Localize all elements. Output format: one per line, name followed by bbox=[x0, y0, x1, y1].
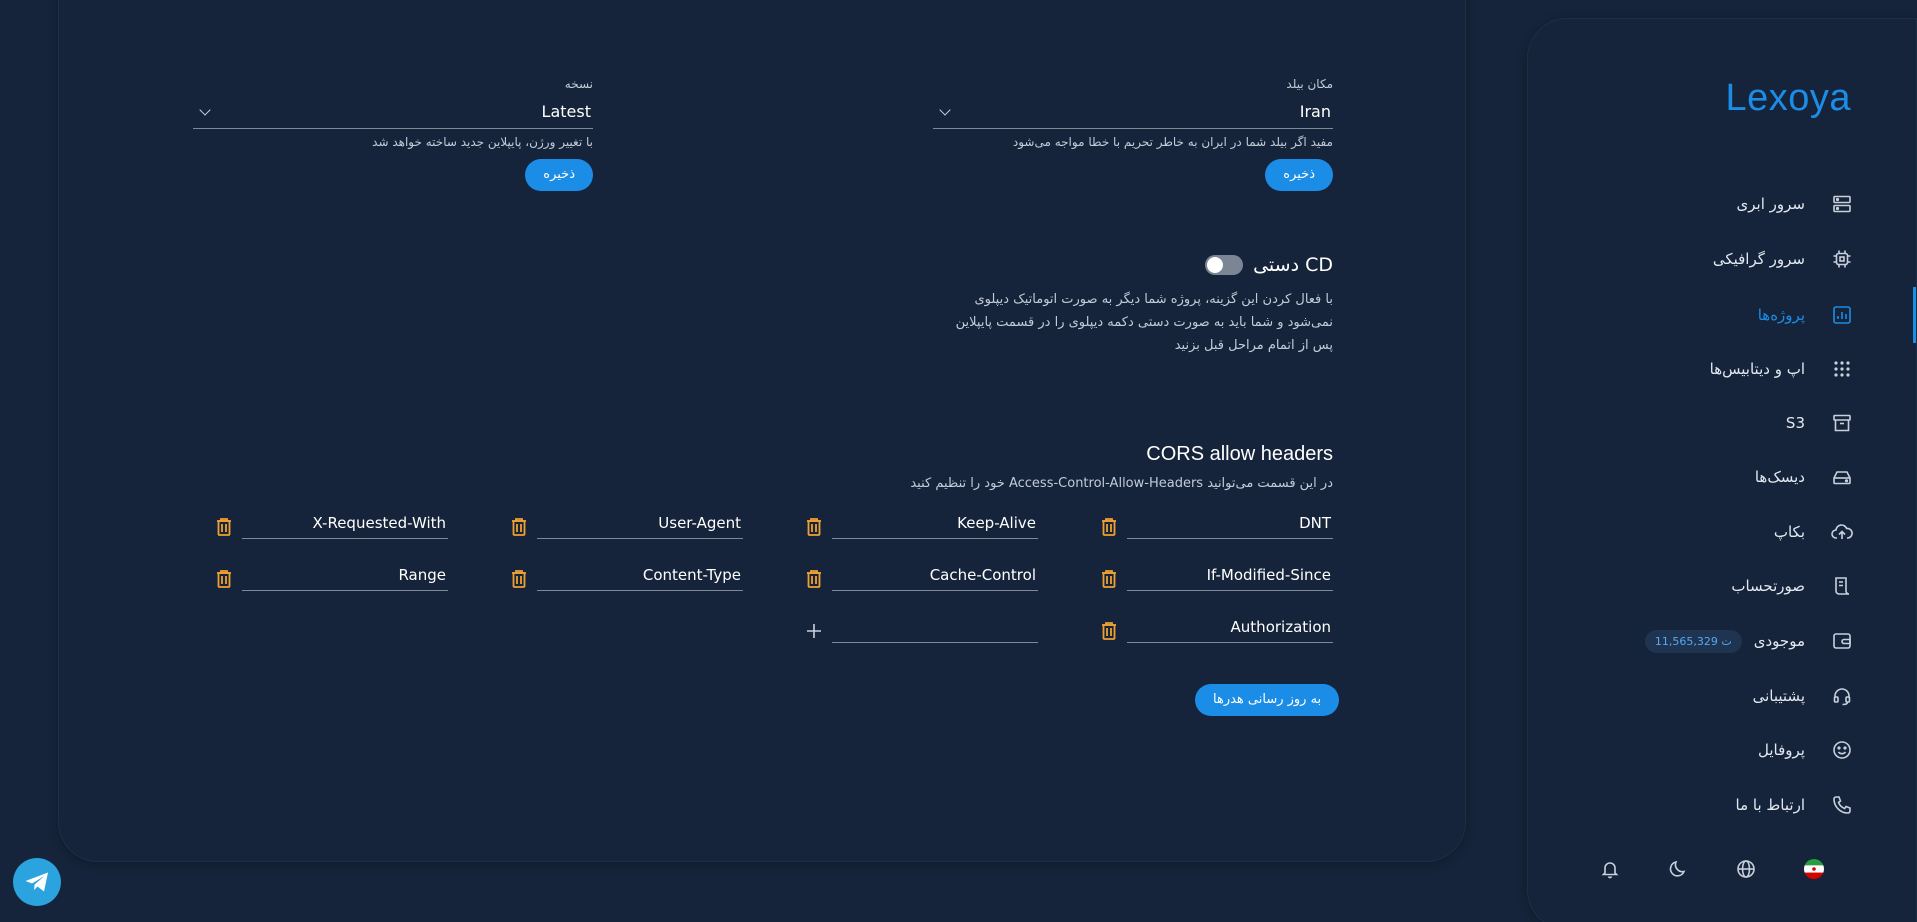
trash-icon[interactable] bbox=[214, 516, 234, 538]
cors-section bbox=[733, 443, 1333, 491]
phone-icon bbox=[1831, 794, 1853, 816]
sidebar-item-label: پشتیبانی bbox=[1752, 687, 1805, 705]
wallet-icon bbox=[1831, 630, 1853, 652]
sidebar-item-label: S3 bbox=[1785, 414, 1805, 432]
save-build-location-button[interactable]: ذخیره bbox=[1265, 159, 1333, 191]
cloud-upload-icon bbox=[1831, 521, 1853, 543]
trash-icon[interactable] bbox=[804, 568, 824, 590]
save-version-button[interactable]: ذخیره bbox=[525, 159, 593, 191]
sidebar-item-projects[interactable] bbox=[1528, 295, 1917, 335]
sidebar-item-balance[interactable] bbox=[1528, 621, 1917, 661]
manual-cd-toggle[interactable] bbox=[1205, 255, 1243, 275]
sidebar-item-invoices[interactable] bbox=[1528, 566, 1917, 606]
sidebar bbox=[1527, 18, 1917, 922]
cors-subtitle: در این قسمت می‌توانید Access-Control-Allow-Headers خود را تنظیم کنید bbox=[910, 476, 1333, 491]
manual-cd-description-line: با فعال کردن این گزینه، پروژه شما دیگر به صورت اتوماتیک دیپلوی bbox=[974, 292, 1333, 307]
sidebar-bottom-bar bbox=[1598, 857, 1826, 881]
version-hint: با تغییر ورژن، پایپلاین جدید ساخته خواهد شد bbox=[372, 135, 593, 149]
sidebar-item-label: موجودی bbox=[1753, 632, 1805, 650]
sidebar-item-cloud-server[interactable] bbox=[1528, 184, 1917, 224]
sidebar-item-profile[interactable] bbox=[1528, 730, 1917, 770]
sidebar-item-label: سرور ابری bbox=[1736, 195, 1805, 213]
header-input[interactable]: User-Agent bbox=[537, 509, 743, 539]
manual-cd-section bbox=[893, 254, 1333, 357]
server-icon bbox=[1831, 193, 1853, 215]
sidebar-item-gpu-server[interactable] bbox=[1528, 239, 1917, 279]
update-headers-button[interactable]: به روز رسانی هدرها bbox=[1195, 684, 1339, 716]
trash-icon[interactable] bbox=[1099, 516, 1119, 538]
telegram-button[interactable] bbox=[13, 858, 61, 906]
sidebar-item-disks[interactable] bbox=[1528, 457, 1917, 497]
version-label: نسخه bbox=[564, 77, 593, 91]
sidebar-item-label: بکاپ bbox=[1773, 523, 1805, 541]
sidebar-item-label: ارتباط با ما bbox=[1735, 796, 1805, 814]
project-settings-card bbox=[58, 0, 1466, 862]
logo[interactable]: Lexoya bbox=[1725, 77, 1851, 119]
sidebar-item-label: صورتحساب bbox=[1731, 577, 1805, 595]
sidebar-item-label: پروژه‌ها bbox=[1757, 306, 1805, 324]
trash-icon[interactable] bbox=[1099, 620, 1119, 642]
new-header-input[interactable] bbox=[832, 613, 1038, 643]
chip-icon bbox=[1831, 248, 1853, 270]
build-location-select[interactable] bbox=[933, 95, 1333, 129]
trash-icon[interactable] bbox=[804, 516, 824, 538]
manual-cd-description-line: پس از اتمام مراحل قبل بزنید bbox=[1174, 338, 1333, 353]
sidebar-item-backup[interactable] bbox=[1528, 512, 1917, 552]
grid-icon bbox=[1831, 358, 1853, 380]
manual-cd-description-line: نمی‌شود و شما باید به صورت دستی دکمه دیپلوی را در قسمت پایپلاین bbox=[955, 315, 1333, 330]
header-input[interactable]: Content-Type bbox=[537, 561, 743, 591]
build-location-hint: مفید اگر بیلد شما در ایران به خاطر تحریم با خطا مواجه می‌شود bbox=[1012, 135, 1333, 149]
chevron-down-icon bbox=[199, 104, 210, 115]
smile-icon bbox=[1831, 739, 1853, 761]
header-input[interactable]: Keep-Alive bbox=[832, 509, 1038, 539]
chevron-down-icon bbox=[939, 104, 950, 115]
sidebar-item-s3[interactable] bbox=[1528, 403, 1917, 443]
receipt-icon bbox=[1831, 575, 1853, 597]
build-location-value: Iran bbox=[1299, 102, 1331, 121]
header-input[interactable]: DNT bbox=[1127, 509, 1333, 539]
build-location-label: مکان بیلد bbox=[1286, 77, 1333, 91]
trash-icon[interactable] bbox=[1099, 568, 1119, 590]
sidebar-item-apps-databases[interactable] bbox=[1528, 349, 1917, 389]
sidebar-item-contact[interactable] bbox=[1528, 785, 1917, 825]
sidebar-item-label: دیسک‌ها bbox=[1754, 468, 1805, 486]
cors-title: CORS allow headers bbox=[1146, 443, 1333, 465]
headset-icon bbox=[1831, 685, 1853, 707]
version-field bbox=[193, 77, 593, 191]
header-input[interactable]: Authorization bbox=[1127, 613, 1333, 643]
archive-icon bbox=[1831, 412, 1853, 434]
sidebar-item-label: سرور گرافیکی bbox=[1712, 250, 1805, 268]
header-input[interactable]: If-Modified-Since bbox=[1127, 561, 1333, 591]
trash-icon[interactable] bbox=[214, 568, 234, 590]
version-select[interactable] bbox=[193, 95, 593, 129]
telegram-icon bbox=[24, 871, 50, 893]
chart-icon bbox=[1831, 304, 1853, 326]
balance-badge: 11,565,329 ت bbox=[1645, 630, 1742, 653]
build-location-field bbox=[933, 77, 1333, 191]
sidebar-item-label: اپ و دیتابیس‌ها bbox=[1709, 360, 1805, 378]
header-input[interactable]: X-Requested-With bbox=[242, 509, 448, 539]
moon-icon[interactable] bbox=[1666, 857, 1690, 881]
iran-flag-icon[interactable] bbox=[1802, 857, 1826, 881]
globe-icon[interactable] bbox=[1734, 857, 1758, 881]
manual-cd-title: CD دستی bbox=[1253, 254, 1333, 276]
bell-icon[interactable] bbox=[1598, 857, 1622, 881]
header-input[interactable]: Range bbox=[242, 561, 448, 591]
header-input[interactable]: Cache-Control bbox=[832, 561, 1038, 591]
disk-icon bbox=[1831, 466, 1853, 488]
version-value: Latest bbox=[541, 102, 591, 121]
trash-icon[interactable] bbox=[509, 568, 529, 590]
sidebar-item-label: پروفایل bbox=[1758, 741, 1805, 759]
sidebar-item-support[interactable] bbox=[1528, 676, 1917, 716]
plus-icon[interactable] bbox=[806, 623, 822, 639]
toggle-knob bbox=[1207, 257, 1223, 273]
trash-icon[interactable] bbox=[509, 516, 529, 538]
